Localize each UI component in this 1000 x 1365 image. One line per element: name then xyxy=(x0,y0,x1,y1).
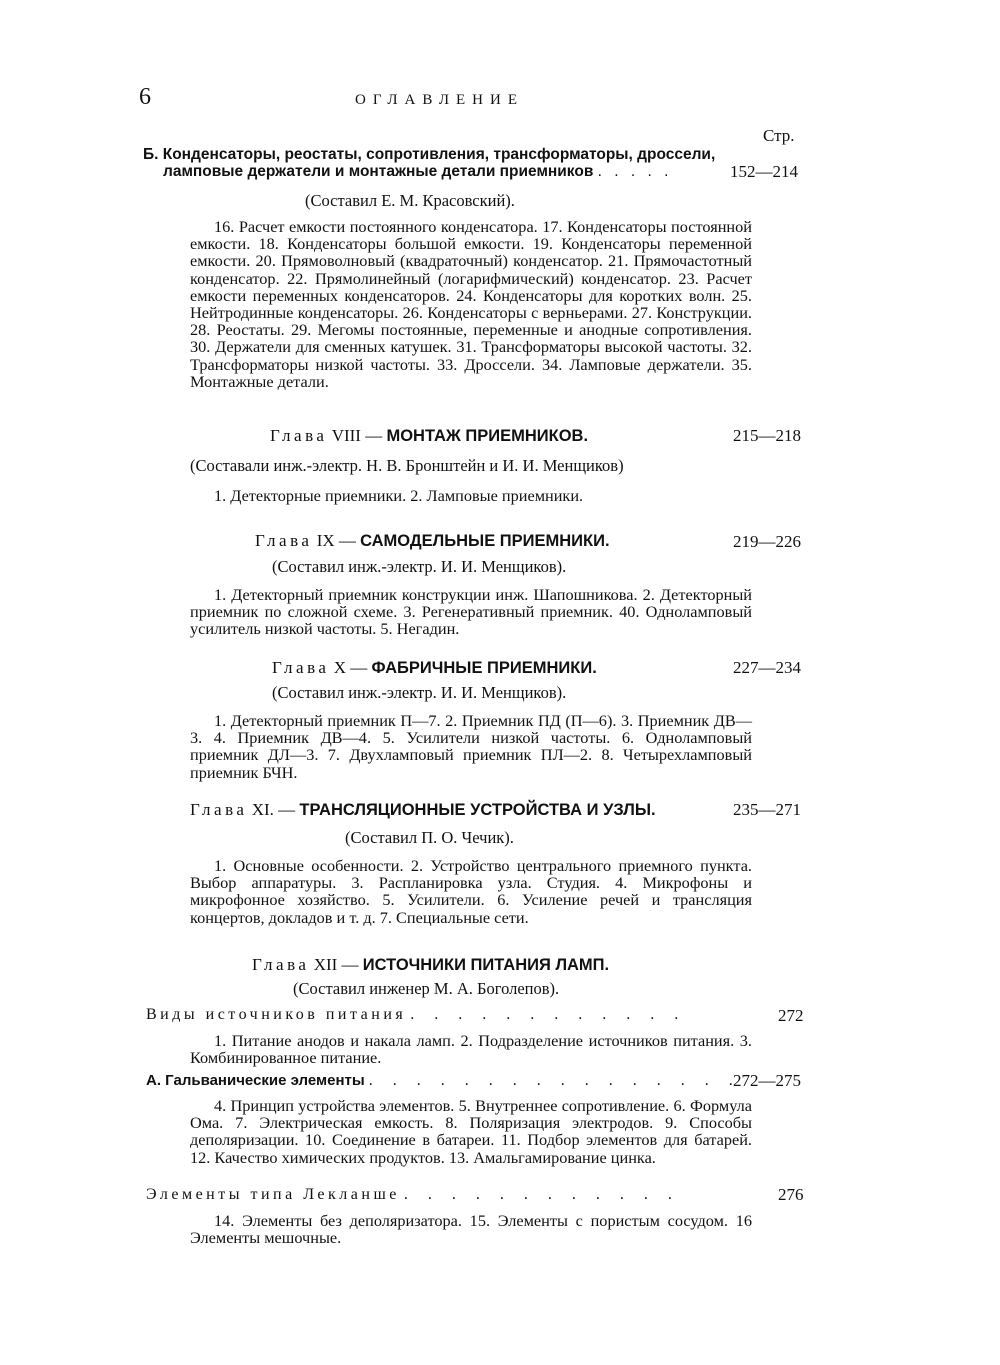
chapter-10-pages: 227—234 xyxy=(733,658,801,677)
pages-column-label: Стр. xyxy=(763,126,795,145)
subsection-sources-contents: 1. Питание анодов и накала ламп. 2. Подразделение источников питания. 3. Комбинированное питание. xyxy=(190,1031,752,1068)
subsection-sources-dots: . . . . . . . . . . . . xyxy=(410,1006,687,1023)
chapter-9-pages: 219—226 xyxy=(733,532,801,551)
subsection-galvanic-dots: . . . . . . . . . . . . . . . . xyxy=(368,1072,741,1089)
chapter-12-compiler: (Составил инженер М. А. Боголепов). xyxy=(293,979,560,998)
section-b-compiler: (Составил Е. М. Красовский). xyxy=(305,191,515,210)
chapter-10-number: X — xyxy=(333,658,368,677)
chapter-11-pages: 235—271 xyxy=(733,800,801,819)
chapter-9-heading xyxy=(255,531,610,551)
chapter-12-label: Глава xyxy=(252,955,310,974)
chapter-10-label: Глава xyxy=(272,658,330,677)
chapter-8-title: МОНТАЖ ПРИЕМНИКОВ. xyxy=(386,427,589,445)
chapter-11-contents: 1. Основные особенности. 2. Устройство центрального приемного пункта. Выбор аппаратуры. 3. Распланировка узла. Студия. 4. Микрофоны и микрофонное хозяйство. 5. Усилители. 6. Усиление речей и трансляция концертов, докладов и т. д. 7. Специальные сети. xyxy=(190,856,752,927)
chapter-12-title: ИСТОЧНИКИ ПИТАНИЯ ЛАМП. xyxy=(362,956,610,974)
chapter-8-pages: 215—218 xyxy=(733,426,801,445)
chapter-9-contents: 1. Детекторный приемник конструкции инж. Шапошникова. 2. Детекторный приемник по сложной схеме. 3. Регенеративный приемник. 40. Одноламповый усилитель низкой частоты. 5. Негадин. xyxy=(190,585,752,639)
subsection-sources-pages: 272 xyxy=(778,1006,804,1025)
chapter-9-number: IX — xyxy=(316,531,356,550)
chapter-10-title: ФАБРИЧНЫЕ ПРИЕМНИКИ. xyxy=(371,659,597,677)
chapter-10-contents: 1. Детекторный приемник П—7. 2. Приемник ПД (П—6). 3. Приемник ДВ—3. 4. Приемник ДВ—4. 5. Усилители низкой частоты. 6. Одноламповый приемник ДЛ—3. 7. Двухламповый приемник ПЛ—2. 8. Четырехламповый приемник БЧН. xyxy=(190,711,752,782)
section-b-title-line1: Б. Конденсаторы, реостаты, сопротивления, трансформаторы, дроссели, xyxy=(143,146,716,163)
subsection-galvanic-contents: 4. Принцип устройства элементов. 5. Внутреннее сопротивление. 6. Формула Ома. 7. Электрическая емкость. 8. Поляризация электродов. 9. Способы деполяризации. 10. Соединение в батареи. 11. Подбор элементов для батарей. 12. Качество химических продуктов. 13. Амальгамирование цинка. xyxy=(190,1096,752,1167)
section-b-contents: 16. Расчет емкости постоянного конденсатора. 17. Конденсаторы постоянной емкости. 18. Конденсаторы большой емкости. 19. Конденсаторы переменной емкости. 20. Прямоволновый (квадраточный) конденсатор. 21. Прямочастотный конденсатор. 22. Прямолинейный (логарифмический) конденсатор. 23. Расчет емкости переменных конденсаторов. 24. Конденсаторы для коротких волн. 25. Нейтродинные конденсаторы. 26. Конденсаторы с верньерами. 27. Конструкции. 28. Реостаты. 29. Мегомы постоянные, переменные и анодные сопротивления. 30. Держатели для сменных катушек. 31. Трансформаторы высокой частоты. 32. Трансформаторы низкой частоты. 33. Дроссели. 34. Ламповые держатели. 35. Монтажные детали. xyxy=(190,217,752,391)
chapter-12-heading xyxy=(252,955,609,975)
section-b-pages: 152—214 xyxy=(730,162,798,181)
page-number: 6 xyxy=(139,84,151,110)
subsection-galvanic-title: А. Гальванические элементы xyxy=(146,1072,365,1089)
chapter-8-number: VIII — xyxy=(331,426,383,445)
chapter-12-number: XII — xyxy=(313,955,359,974)
chapter-11-label: Глава xyxy=(190,800,248,819)
chapter-9-title: САМОДЕЛЬНЫЕ ПРИЕМНИКИ. xyxy=(360,532,610,550)
chapter-11-compiler: (Составил П. О. Чечик). xyxy=(345,828,514,847)
subsection-leclanche-title: Элементы типа Лекланше xyxy=(146,1186,400,1203)
subsection-leclanche-row xyxy=(146,1186,680,1204)
subsection-sources-title: Виды источников питания xyxy=(146,1006,407,1023)
chapter-8-compiler: (Составали инж.-электр. Н. В. Бронштейн и И. И. Менщиков) xyxy=(190,456,624,475)
chapter-11-number: XI. — xyxy=(251,800,296,819)
chapter-11-title: ТРАНСЛЯЦИОННЫЕ УСТРОЙСТВА И УЗЛЫ. xyxy=(299,801,656,819)
subsection-leclanche-pages: 276 xyxy=(778,1185,804,1204)
running-title: ОГЛАВЛЕНИЕ xyxy=(355,92,524,108)
subsection-galvanic-row xyxy=(146,1072,741,1090)
chapter-10-compiler: (Составил инж.-электр. И. И. Менщиков). xyxy=(272,683,567,702)
chapter-8-label: Глава xyxy=(270,426,328,445)
chapter-9-compiler: (Составил инж.-электр. И. И. Менщиков). xyxy=(272,557,567,576)
section-b-title-line2-text: ламповые держатели и монтажные детали приемников xyxy=(163,163,594,180)
chapter-8-contents: 1. Детекторные приемники. 2. Ламповые приемники. xyxy=(214,486,584,505)
section-b-title-line2 xyxy=(163,163,672,181)
chapter-11-heading xyxy=(190,800,656,820)
section-b-leader-dots: . . . . . xyxy=(597,163,673,180)
chapter-10-heading xyxy=(272,658,597,678)
subsection-galvanic-pages: 272—275 xyxy=(733,1071,801,1090)
subsection-leclanche-contents: 14. Элементы без деполяризатора. 15. Элементы с пористым сосудом. 16 Элементы мешочные. xyxy=(190,1211,752,1248)
chapter-9-label: Глава xyxy=(255,531,313,550)
chapter-8-heading xyxy=(270,426,588,446)
subsection-sources-row xyxy=(146,1006,686,1024)
subsection-leclanche-dots: . . . . . . . . . . . . xyxy=(403,1186,680,1203)
